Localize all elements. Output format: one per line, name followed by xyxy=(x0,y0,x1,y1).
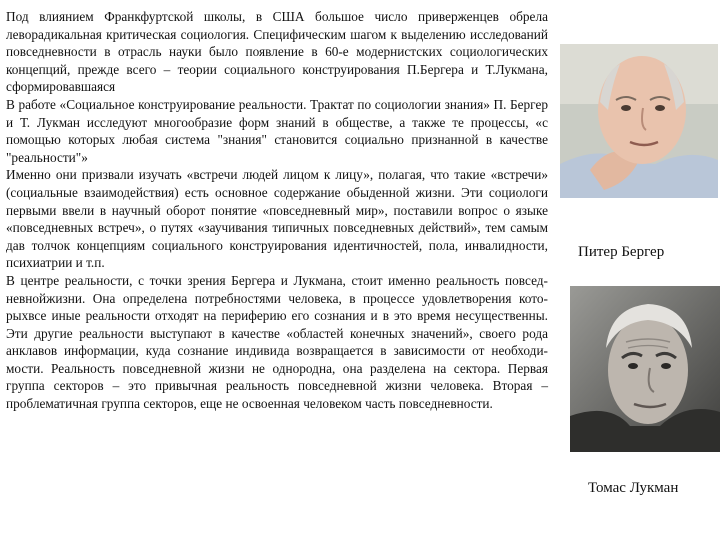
luckmann-caption: Томас Лукман xyxy=(588,480,679,496)
paragraph-intro: Под влиянием Франкфуртской школы, в США большое число приверженцев обрела леворадикальная критическая социология. Специфическим шагом к выделению исследований повседневности в отрасль науки было появление в 60-е модернистских социологических концепций, прежде всего – теории социального конструирования П.Бергера и Т.Лукмана, сформировавшаяся xyxy=(6,9,548,95)
article-text xyxy=(6,8,548,413)
berger-caption: Питер Бергер xyxy=(578,244,665,260)
luckmann-portrait xyxy=(570,286,720,452)
paragraph-treatise: В работе «Социальное конструирование реальности. Трактат по социологии знания» П. Бергер и Т. Лукман исследуют многообразие форм знаний в обществе, а также те процессы, «с помощью которых любая система "знания" становится социально признанной в качестве "реальности"» xyxy=(6,96,548,165)
berger-portrait xyxy=(560,44,718,198)
paragraph-reality: В центре реальности, с точки зрения Бергера и Лукмана, стоит именно реальность повсед-невнойжизни. Она определена потребностями человека, в процессе удовлетворения кото-рыхвсе иные реальности отходят на периферию его сознания и в это время несущественны. Эти другие реальности выступают в качестве «областей конечных значений», своего рода анклавов информации, куда сознание индивида возвращается в зависимости от необходи-мости. Реальность повседневной жизни не однородна, она разделена на сектора. Первая группа секторов – это привычная реальность повседневной жизни человека. Вторая – проблематичная группа секторов, еще не освоенная человеком часть повседневности. xyxy=(6,272,548,412)
paragraph-encounters: Именно они призвали изучать «встречи людей лицом к лицу», полагая, что такие «встречи» (социальные взаимодействия) есть основное содержание обыденной жизни. Эти социологи первыми ввели в научный оборот понятие «повседневный мир», поставили вопрос о языке «повседневных встреч», о путях «заучивания типичных повседневных действий», тем самым дав толчок концепциям социального конструирования идентичностей, пола, инвалидности, психиатрии и т.п. xyxy=(6,167,548,271)
